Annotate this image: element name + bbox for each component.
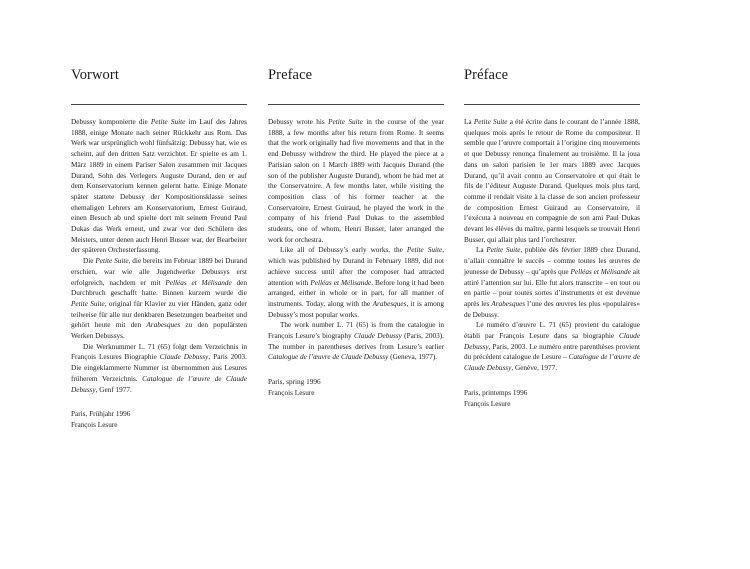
signature-block	[71, 409, 247, 430]
paragraph-3: The work number L. 71 (65) is from the catalogue in François Lesure’s biography Claude Debussy (Paris, 2003). The number in parentheses derives from Lesure’s earlier Catalogue de l’œuvre de Claude Debussy (Geneva, 1977).	[268, 321, 444, 362]
column-german	[71, 66, 247, 431]
column-french	[464, 66, 640, 409]
signature-author: François Lesure	[464, 399, 511, 408]
paragraph-3: Le numéro d’œuvre L. 71 (65) provient du catalogue établi par François Lesure dans sa biographie Claude Debussy, Paris, 2003. Le numéro entre parenthèses provient du précédent catalogue de Lesure – Catalogue de l’œuvre de Claude Debussy, Genève, 1977.	[464, 321, 640, 373]
paragraph-2: Die Petite Suite, die bereits im Februar 1889 bei Durand erschien, war wie alle Jugendwerke Debussys erst erfolgreich, nachdem er mit Pelléas et Mélisande den Durchbruch geschafft hatte. Binnen kurzem wurde die Petite Suite, original für Klavier zu vier Händen, ganz oder teilweise für alle nur denkbaren Besetzungen bearbeitet und gehört heute mit den Arabesques zu den populärsten Werken Debussys.	[71, 257, 248, 341]
signature-place-date: Paris, spring 1996	[268, 378, 321, 387]
signature-place-date: Paris, printemps 1996	[464, 388, 528, 397]
signature-block	[268, 377, 444, 398]
column-english	[268, 66, 444, 399]
heading-preface-fr: Préface	[464, 67, 509, 83]
paragraph-2: Like all of Debussy’s early works, the Petite Suite, which was published by Durand in February 1889, did not achieve success until after the composer had attracted attention with Pelléas et Mélisande. Before long it had been arranged, either in whole or in part, for all manner of instruments. Today, along with the Arabesques, it is among Debussy’s most popular works.	[268, 246, 445, 319]
paragraph-2: La Petite Suite, publiée dès février 1889 chez Durand, n’allait connaître le succès – comme toutes les œuvres de jeunesse de Debussy – qu’après que Pelléas et Mélisande ait attiré l’attention sur lui. Elle fut alors transcrite – en tout ou en partie – pour toutes sortes d’instruments et est devenue après les Arabesques l’une des œuvres les plus «populaires» de Debussy.	[464, 246, 641, 319]
paragraph-3: Die Werknummer L. 71 (65) folgt dem Verzeichnis in François Lesures Biographie Claude Debussy, Paris 2003. Die eingeklammerte Nummer ist übernommen aus Lesures früherem Verzeichnis. Catalogue de l’œuvre de Claude Debussy, Genf 1977.	[71, 342, 247, 394]
signature-place-date: Paris, Frühjahr 1996	[71, 410, 131, 419]
paragraph-1: La Petite Suite a été écrite dans le courant de l’année 1888, quelques mois après le retour de Rome du compositeur. Il semble que l’œuvre comportait à l’origine cinq mouvements et que Debussy renonça finalement au troisième. Il la joua dans un salon parisien le 1er mars 1889 avec Jacques Durand, qu’il avait connu au Conservatoire et qui était le fils de l’éditeur Auguste Durand. Quelques mois plus tard, comme il rendait visite à la classe de son ancien professeur de composition Ernest Guiraud au Conservatoire, il l’exécuta à nouveau en compagnie de son ami Paul Dukas devant les élèves du maître, parmi lesquels se trouvait Henri Busser, qui allait plus tard l’orchestrer.	[464, 118, 640, 244]
heading-rule	[268, 104, 444, 105]
heading-vorwort: Vorwort	[71, 67, 119, 83]
paragraph-1: Debussy wrote his Petite Suite in the course of the year 1888, a few months after his return from Rome. It seems that the work originally had five movements and that in the end Debussy withdrew the third. He played the piece at a Parisian salon on 1 March 1889 with Jacques Durand (the son of the publisher Auguste Durand), whom he had met at the Conservatoire. A few months later, while visiting the composition class of his former teacher at the Conservatoire, Ernest Guiraud, he played the work in the company of his friend Paul Dukas to the assembled students, one of whom, Henri Busser, later arranged the work for orchestra.	[268, 118, 444, 244]
heading-rule	[71, 104, 247, 105]
heading-preface: Preface	[268, 67, 313, 83]
signature-author: François Lesure	[268, 388, 315, 397]
signature-author: François Lesure	[71, 420, 118, 429]
signature-block	[464, 388, 640, 409]
paragraph-1: Debussy komponierte die Petite Suite im Lauf des Jahres 1888, einige Monate nach seiner Rückkehr aus Rom. Das Werk war ursprünglich wohl fünfsätzig: Debussy hat, wie es scheint, auf den dritten Satz verzichtet. Er spielte es am 1. März 1889 in einem Pariser Salon zusammen mit Jacques Durand, Sohn des Verlegers Auguste Durand, den er auf dem Konservatorium kennen gelernt hatte. Einige Monate später stattete Debussy der Kompositionsklasse seines ehemaligen Lehrers am Konservatorium, Ernest Guiraud, einen Besuch ab und spielte dort mit seinem Freund Paul Dukas das Werk erneut, und zwar vor den Schülern des Meisters, unter denen auch Henri Busser war, der Bearbeiter der späteren Orchesterfassung.	[71, 118, 247, 255]
heading-rule	[464, 104, 640, 105]
